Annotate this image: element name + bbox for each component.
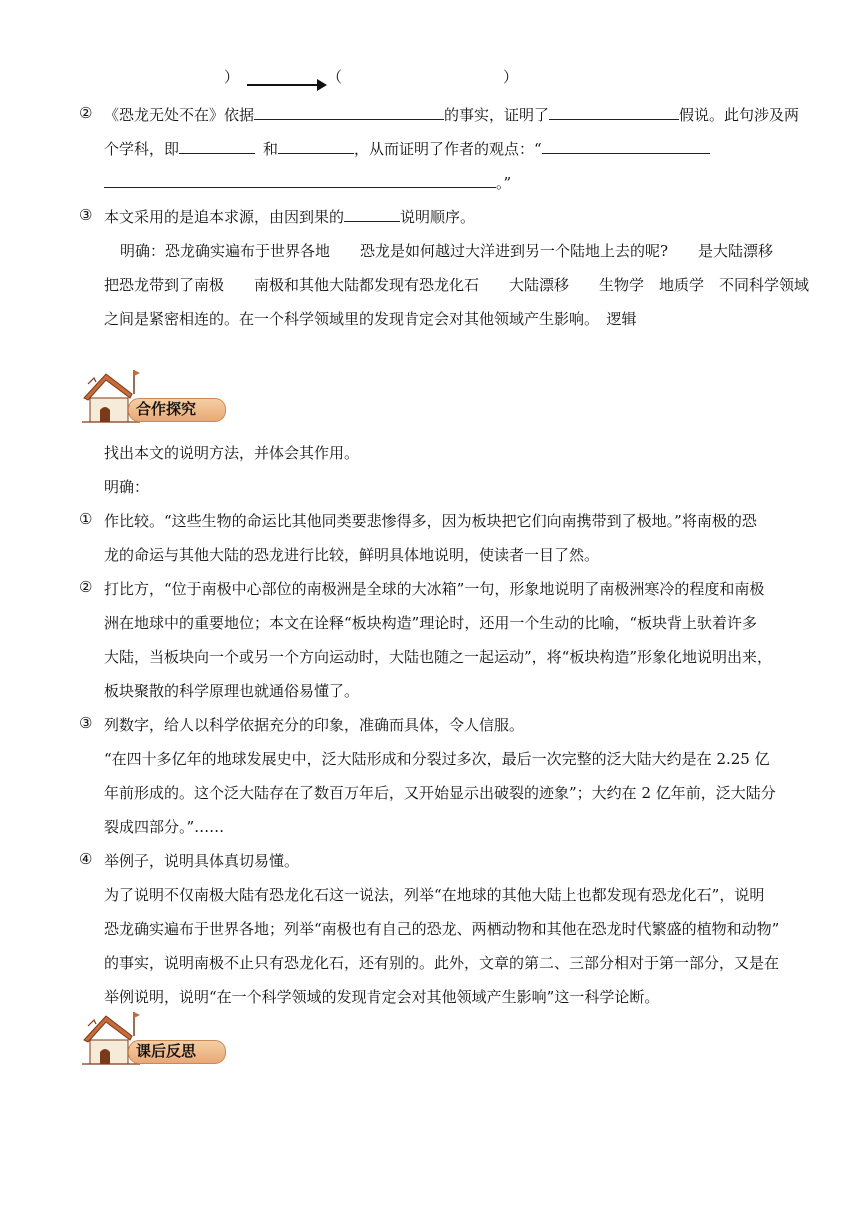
answer1-line2: 把恐龙带到了南极 南极和其他大陆都发现有恐龙化石 大陆漂移 生物学 地质学 不同科学领域 <box>104 276 810 294</box>
blank-fact[interactable] <box>254 105 444 120</box>
paren-close-2: ） <box>503 68 519 86</box>
blank-subject-1[interactable] <box>179 139 255 154</box>
method2-number: ② <box>79 578 93 596</box>
item2-text-2: 的事实，证明了 <box>444 106 550 124</box>
paren-open-2: （ <box>327 68 343 86</box>
method2-line2: 洲在地球中的重要地位；本文在诠释“板块构造”理论时，还用一个生动的比喻，“板块背上驮着许多 <box>104 614 758 632</box>
paren-close-1: ） <box>224 68 240 86</box>
item2-text-4: 个学科，即 <box>104 140 180 158</box>
method2-line4: 板块聚散的科学原理也就通俗易懂了。 <box>104 682 360 700</box>
item2-text-1: 《恐龙无处不在》依据 <box>104 106 255 124</box>
blank-viewpoint-1[interactable] <box>542 139 710 154</box>
blank-viewpoint-2[interactable] <box>104 173 496 188</box>
section-badge-cooperative <box>80 368 230 424</box>
method3-line3: 年前形成的。这个泛大陆存在了数百万年后，又开始显示出破裂的迹象”；大约在 2 亿年前，泛大陆分 <box>104 784 776 802</box>
method2-line3: 大陆，当板块向一个或另一个方向运动时，大陆也随之一起运动”，将“板块构造”形象化地说明出来， <box>104 648 773 666</box>
method4-number: ④ <box>79 850 93 868</box>
method3-line4: 裂成四部分。”…… <box>104 818 225 836</box>
method3-line1: 列数字，给人以科学依据充分的印象，准确而具体，令人信服。 <box>104 716 525 734</box>
method1-line2: 龙的命运与其他大陆的恐龙进行比较，鲜明具体地说明，使读者一目了然。 <box>104 546 600 564</box>
item2-text-3: 假说。此句涉及两 <box>679 106 800 124</box>
method4-line1: 举例子，说明具体真切易懂。 <box>104 852 300 870</box>
method4-line5: 举例说明，说明“在一个科学领域的发现肯定会对其他领域产生影响”这一科学论断。 <box>104 988 660 1006</box>
answer1-line3: 之间是紧密相连的。在一个科学领域里的发现肯定会对其他领域产生影响。 逻辑 <box>104 310 637 328</box>
item2-text-7: 。” <box>496 174 512 192</box>
task-text: 找出本文的说明方法，并体会其作用。 <box>104 444 360 462</box>
item3-number: ③ <box>79 206 93 224</box>
item3-text-1: 本文采用的是追本求源，由因到果的 <box>104 208 345 226</box>
section-badge-reflection <box>80 1010 230 1066</box>
item2-number: ② <box>79 104 93 122</box>
item2-line2 <box>104 138 710 159</box>
item3-line <box>104 206 475 227</box>
method2-line1: 打比方，“位于南极中心部位的南极洲是全球的大冰箱”一句，形象地说明了南极洲寒冷的程度和南极 <box>104 580 765 598</box>
arrow-right-icon <box>317 79 327 91</box>
method4-line4: 的事实，说明南极不止只有恐龙化石，还有别的。此外，文章的第二、三部分相对于第一部分，又是在 <box>104 954 780 972</box>
method1-number: ① <box>79 510 93 528</box>
answer1-line1: 明确：恐龙确实遍布于世界各地 恐龙是如何越过大洋进到另一个陆地上去的呢? 是大陆漂移 <box>120 242 774 260</box>
method1-line1: 作比较。“这些生物的命运比其他同类要悲惨得多，因为板块把它们向南携带到了极地。”将南极的恐 <box>104 512 757 530</box>
blank-subject-2[interactable] <box>278 139 354 154</box>
item3-text-2: 说明顺序。 <box>400 208 476 226</box>
method4-line2: 为了说明不仅南极大陆有恐龙化石这一说法，列举“在地球的其他大陆上也都发现有恐龙化石”，说明 <box>104 886 765 904</box>
item2-line1 <box>104 104 799 125</box>
arrow-line <box>247 84 319 86</box>
section-title-reflection: 课后反思 <box>136 1042 197 1060</box>
blank-order[interactable] <box>344 207 400 222</box>
item2-text-5: 和 <box>263 140 279 158</box>
answer-label: 明确： <box>104 478 150 496</box>
method4-line3: 恐龙确实遍布于世界各地；列举“南极也有自己的恐龙、两栖动物和其他在恐龙时代繁盛的植物和动物” <box>104 920 780 938</box>
method3-number: ③ <box>79 714 93 732</box>
blank-hypothesis[interactable] <box>549 105 679 120</box>
item2-line3 <box>104 172 511 193</box>
method3-line2: “在四十多亿年的地球发展史中，泛大陆形成和分裂过多次，最后一次完整的泛大陆大约是在 2.25 亿 <box>104 750 770 768</box>
section-title-cooperative: 合作探究 <box>136 400 197 418</box>
item2-text-6: ，从而证明了作者的观点：“ <box>354 140 542 158</box>
